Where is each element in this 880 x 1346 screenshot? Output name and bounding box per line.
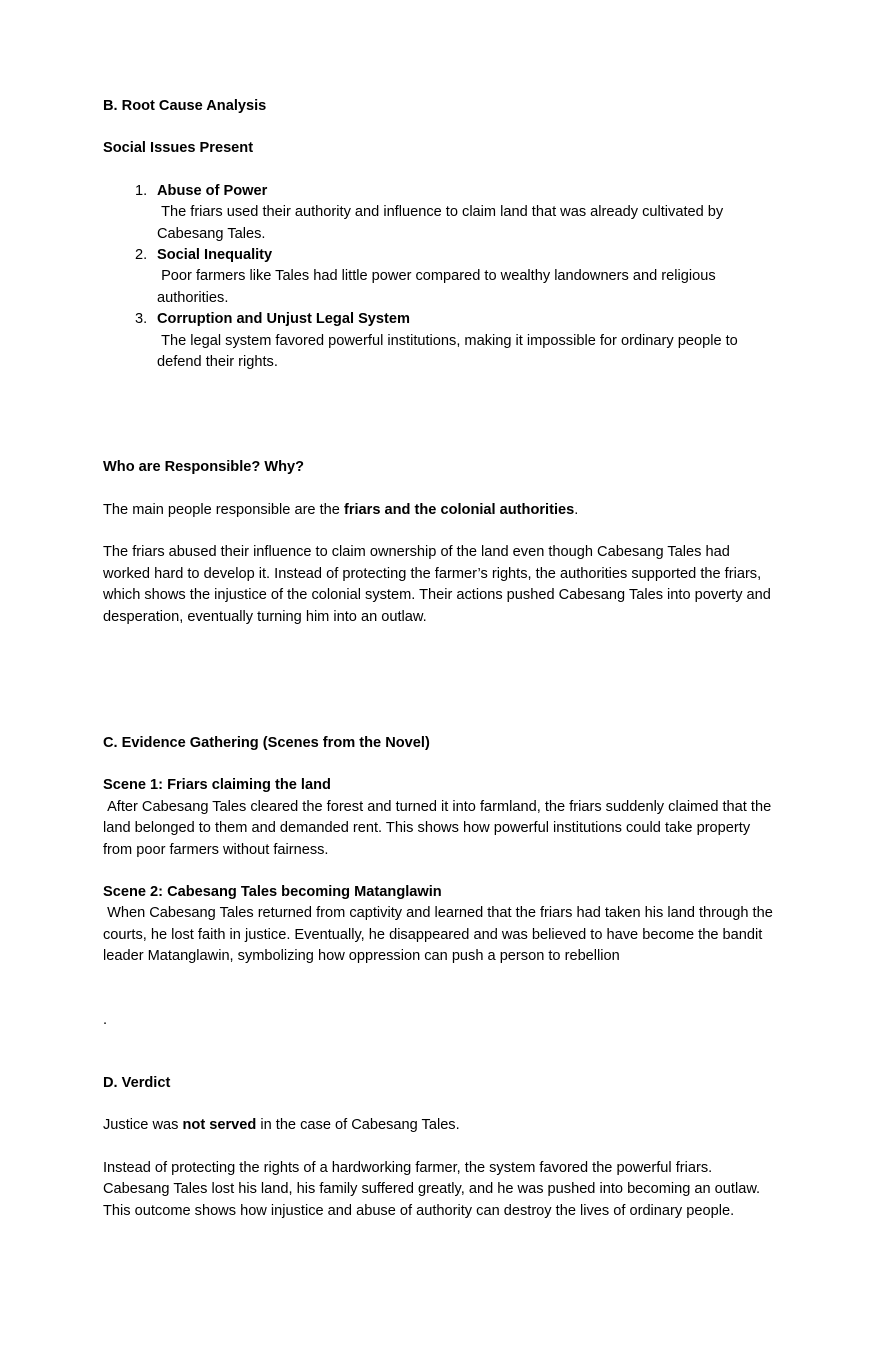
responsible-p1-bold: friars and the colonial authorities [343,501,575,518]
list-item [103,245,775,309]
issue-body: The friars used their authority and influence to claim land that was already cultivated by Cabesang Tales. [157,204,728,242]
issue-title: Social Inequality [157,247,273,264]
social-issues-subheading: Social Issues Present [103,140,254,157]
spacer [103,521,775,542]
who-responsible-heading: Who are Responsible? Why? [103,459,305,476]
responsible-paragraph-1 [103,500,775,521]
issue-body: Poor farmers like Tales had little power compared to wealthy landowners and religious authorities. [157,268,720,306]
spacer [103,861,775,882]
document-body [103,96,775,1222]
social-issues-list [103,181,775,374]
scene-1-title: Scene 1: Friars claiming the land [103,777,331,794]
list-item [103,309,775,373]
issue-title: Corruption and Unjust Legal System [157,311,410,328]
spacer [103,117,775,138]
spacer [103,968,775,1010]
section-b-heading: B. Root Cause Analysis [103,98,267,114]
spacer [103,1094,775,1115]
section-c-heading: C. Evidence Gathering (Scenes from the Novel) [103,734,430,751]
spacer [103,479,775,500]
verdict-bold: not served [182,1117,257,1134]
verdict-statement [103,1115,775,1136]
verdict-closing-paragraph: Instead of protecting the rights of a hardworking farmer, the system favored the powerful friars. Cabesang Tales lost his land, his family suffered greatly, and he was pushed into becoming an outlaw. This outcome shows how injustice and abuse of authority can destroy the lives of ordinary people. [103,1159,761,1219]
spacer [103,160,775,181]
spacer [103,1137,775,1158]
spacer [103,628,775,712]
spacer [103,1031,775,1073]
section-d-heading: D. Verdict [103,1074,171,1091]
scene-2-title: Scene 2: Cabesang Tales becoming Matanglawin [103,883,442,900]
responsible-p1-pre: The main people responsible are the [103,501,344,518]
spacer [103,373,775,457]
responsible-paragraph-2: The friars abused their influence to claim ownership of the land even though Cabesang Tales had worked hard to develop it. Instead of protecting the farmer’s rights, the authorities supported the friars, which shows the injustice of the colonial system. Their actions pushed Cabesang Tales into poverty and desperation, eventually turning him into an outlaw. [103,544,771,625]
scene-2-body: When Cabesang Tales returned from captivity and learned that the friars had taken his land through the courts, he lost faith in justice. Eventually, he disappeared and was believed to have become the bandit leader Matanglawin, symbolizing how oppression can push a person to rebellion [103,905,777,965]
issue-title: Abuse of Power [157,182,268,199]
stray-period: . [103,1011,108,1028]
list-item [103,181,775,245]
spacer [103,712,775,733]
responsible-p1-post: . [574,501,579,518]
verdict-post: in the case of Cabesang Tales. [256,1117,460,1134]
scene-1-body: After Cabesang Tales cleared the forest and turned it into farmland, the friars suddenly claimed that the land belonged to them and demanded rent. This shows how powerful institutions could take property from poor farmers without fairness. [103,798,776,858]
issue-body: The legal system favored powerful institutions, making it impossible for ordinary people to defend their rights. [157,332,742,371]
spacer [103,754,775,775]
verdict-pre: Justice was [103,1117,183,1134]
